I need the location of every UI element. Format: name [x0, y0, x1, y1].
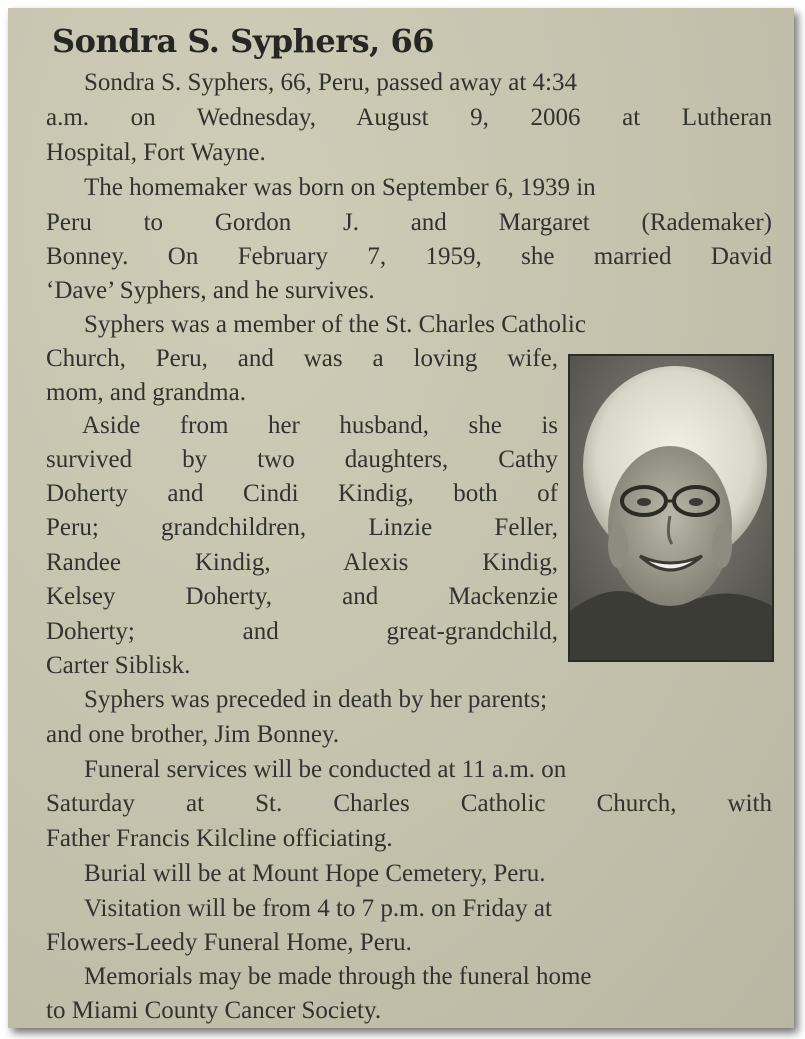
text-line: and one brother, Jim Bonney.	[46, 721, 340, 748]
text-line: survived by two daughters, Cathy	[46, 446, 558, 473]
text-line: Burial will be at Mount Hope Cemetery, Peru.	[84, 860, 546, 887]
text-line: Saturday at St. Charles Catholic Church, with	[46, 790, 772, 817]
text-line: Peru; grandchildren, Linzie Feller,	[46, 514, 558, 541]
headline: Sondra S. Syphers, 66	[52, 22, 434, 60]
newspaper-clipping	[8, 8, 794, 1028]
text-line: Peru to Gordon J. and Margaret (Rademaker)	[46, 209, 772, 236]
text-line: Father Francis Kilcline officiating.	[46, 825, 393, 852]
text-line: The homemaker was born on September 6, 1939 in	[84, 174, 596, 201]
text-line: Visitation will be from 4 to 7 p.m. on Friday at	[84, 895, 552, 922]
text-line: Syphers was preceded in death by her parents;	[84, 686, 548, 713]
text-line: Kelsey Doherty, and Mackenzie	[46, 583, 558, 610]
text-line: Bonney. On February 7, 1959, she married David	[46, 243, 772, 270]
text-line: Sondra S. Syphers, 66, Peru, passed away at 4:34	[84, 69, 577, 96]
text-line: Doherty; and great-grandchild,	[46, 618, 558, 645]
text-line: Hospital, Fort Wayne.	[46, 139, 266, 166]
text-line: to Miami County Cancer Society.	[46, 997, 382, 1024]
text-line: Aside from her husband, she is	[82, 412, 558, 439]
text-line: Syphers was a member of the St. Charles Catholic	[84, 311, 586, 338]
text-line: Memorials may be made through the funeral home	[84, 963, 592, 990]
text-line: ‘Dave’ Syphers, and he survives.	[46, 277, 375, 304]
text-line: a.m. on Wednesday, August 9, 2006 at Lutheran	[46, 104, 772, 131]
text-line: Carter Siblisk.	[46, 652, 191, 679]
text-line: Doherty and Cindi Kindig, both of	[46, 480, 558, 507]
portrait-image	[570, 356, 772, 660]
text-line: Randee Kindig, Alexis Kindig,	[46, 549, 558, 576]
text-line: Funeral services will be conducted at 11 a.m. on	[84, 756, 567, 783]
text-line: mom, and grandma.	[46, 379, 246, 406]
obituary-article	[8, 8, 794, 1028]
text-line: Church, Peru, and was a loving wife,	[46, 345, 558, 372]
text-line: Flowers-Leedy Funeral Home, Peru.	[46, 929, 412, 956]
portrait-photo	[568, 354, 774, 662]
